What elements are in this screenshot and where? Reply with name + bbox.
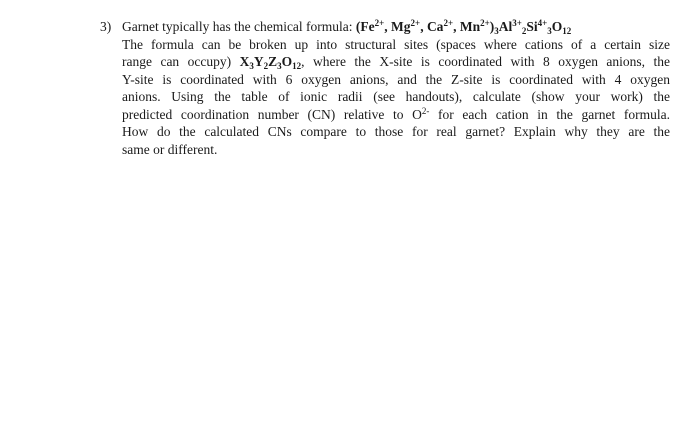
y-count: 2 [521, 26, 527, 36]
question-text [122, 18, 670, 158]
gf-x: X [239, 54, 250, 69]
question-number: 3) [100, 19, 112, 34]
mg-charge: 2+ [410, 18, 421, 28]
garnet-formula [356, 19, 571, 34]
question-line-4: Y-site is coordinated with 6 oxygen anions, and the Z-site is coordinated with 4 oxygen [122, 71, 670, 87]
si-charge: 4+ [537, 18, 548, 28]
question-3 [100, 18, 670, 158]
al-charge: 3+ [512, 18, 522, 28]
fe-charge: 2+ [374, 18, 385, 28]
formula-close-paren: ) [489, 19, 495, 34]
line3-post: , where the X-site is coordinated with 8 oxygen anions, the [301, 54, 670, 69]
formula-mg: , Mg [384, 19, 411, 34]
formula-si: Si [526, 19, 538, 34]
gf-o-n: 12 [292, 61, 302, 71]
question-line-1 [122, 18, 670, 36]
gf-o: O [281, 54, 293, 69]
formula-fe: (Fe [355, 19, 375, 34]
x-count: 3 [494, 26, 499, 36]
gf-x-n: 3 [249, 61, 254, 71]
gf-z: Z [268, 54, 278, 69]
question-line-2: The formula can be broken up into structural sites (spaces where cations of a certain size [122, 36, 670, 52]
question-line-5: anions. Using the table of ionic radii (see handouts), calculate (show your work) the [122, 89, 670, 104]
line6-pre: predicted coordination number (CN) relative to O [122, 106, 422, 122]
formula-al: Al [498, 19, 513, 34]
oxygen-charge: 2- [421, 105, 430, 116]
question-line-7: How do the calculated CNs compare to those for real garnet? Explain why they are the [122, 124, 670, 139]
formula-ca: , Ca [420, 19, 444, 34]
formula-o: O [551, 19, 563, 34]
gf-y: Y [253, 54, 264, 69]
ca-charge: 2+ [443, 18, 454, 28]
question-line-8: same or different. [122, 141, 218, 157]
mn-charge: 2+ [480, 18, 490, 28]
o-count: 12 [562, 26, 572, 36]
question-line-3 [122, 53, 670, 71]
formula-mn: , Mn [453, 19, 481, 34]
intro-text: Garnet typically has the chemical formula: [122, 19, 356, 34]
z-count: 3 [547, 26, 552, 36]
question-line-6 [122, 106, 670, 124]
line3-pre: range can occupy) [122, 54, 240, 69]
generic-formula [240, 54, 302, 69]
gf-y-n: 2 [263, 61, 269, 71]
line6-post: for each cation in the garnet formula. [429, 106, 670, 122]
gf-z-n: 3 [277, 61, 282, 71]
